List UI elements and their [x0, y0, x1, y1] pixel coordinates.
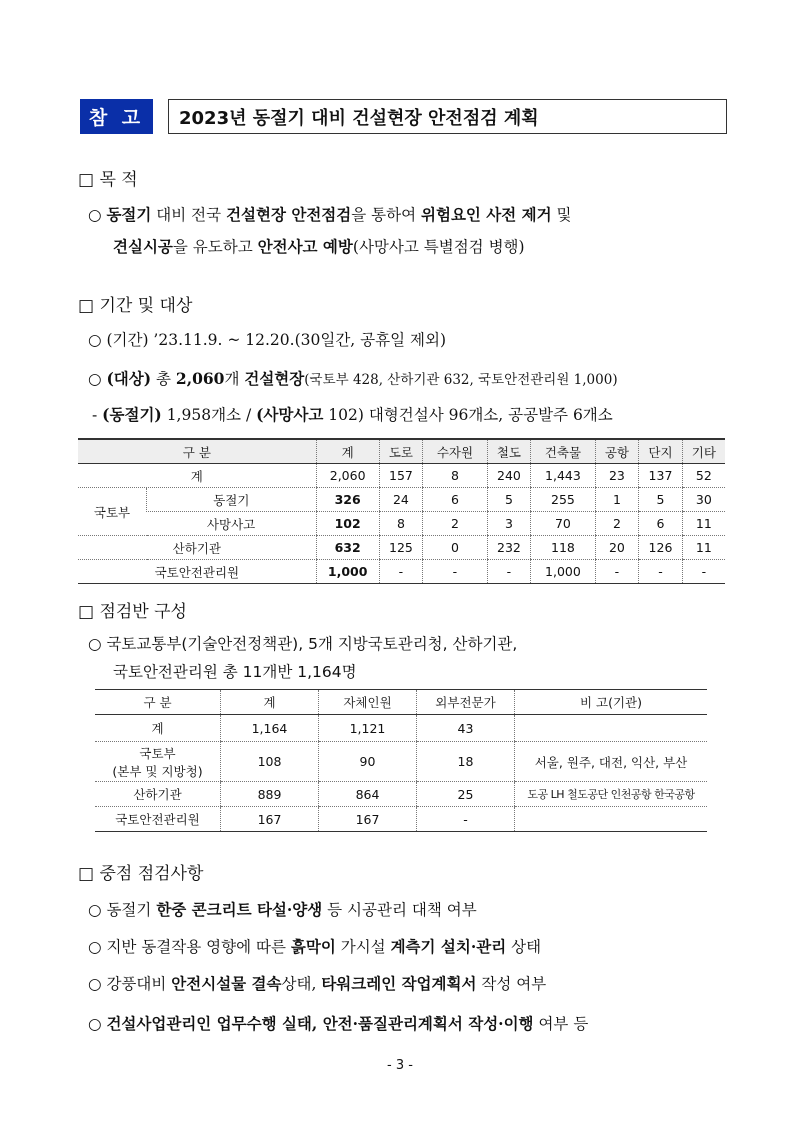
table-row-total: 계 1,164 1,121 43 [95, 715, 707, 742]
section-heading-purpose: □ 목 적 [78, 170, 138, 190]
table-row-fatal-accident: 사망사고 102 8 2 3 70 2 6 11 [78, 512, 725, 536]
section-heading-period-target: □ 기간 및 대상 [78, 296, 193, 316]
team-line-1: ○ 국토교통부(기술안전정책관), 5개 지방국토관리청, 산하기관, [88, 635, 518, 653]
purpose-line-1: ○ 동절기 대비 전국 건설현장 안전점검을 통하여 위험요인 사전 제거 및 [88, 205, 572, 224]
purpose-line-2: 견실시공을 유도하고 안전사고 예방(사망사고 특별점검 병행) [113, 237, 525, 256]
table-header-row: 구 분 계 자체인원 외부전문가 비 고(기관) [95, 690, 707, 715]
key-item-4: ○ 건설사업관리인 업무수행 실태, 안전·품질관리계획서 작성·이행 여부 등 [88, 1014, 589, 1033]
table-row-affiliates: 산하기관 889 864 25 도공 LH 철도공단 인천공항 한국공항 [95, 782, 707, 807]
key-item-2: ○ 지반 동결작용 영향에 따른 흙막이 가시설 계측기 설치·관리 상태 [88, 937, 542, 956]
table-row-kalis: 국토안전관리원 1,000 - - - 1,000 - - - [78, 560, 725, 584]
target-line: ○ (대상) 총 2,060개 건설현장(국토부 428, 산하기관 632, 국토안전관리원 1,000) [88, 369, 618, 388]
table-row-molit: 국토부 (본부 및 지방청) 108 90 18 서울, 원주, 대전, 익산, 부산 [95, 742, 707, 782]
page-number: - 3 - [387, 1058, 413, 1073]
team-line-2: 국토안전관리원 총 11개반 1,164명 [113, 663, 357, 681]
inspection-team-table [95, 689, 707, 832]
document-header [80, 99, 727, 134]
target-detail-line: - (동절기) 1,958개소 / (사망사고 102) 대형건설사 96개소, 공공발주 6개소 [92, 405, 613, 424]
inspection-target-table [78, 438, 725, 584]
section-heading-team: □ 점검반 구성 [78, 602, 187, 622]
table-row-affiliates: 산하기관 632 125 0 232 118 20 126 11 [78, 536, 725, 560]
document-title: 2023년 동절기 대비 건설현장 안전점검 계획 [168, 99, 727, 134]
section-heading-key-items: □ 중점 점검사항 [78, 864, 204, 884]
key-item-1: ○ 동절기 한중 콘크리트 타설·양생 등 시공관리 대책 여부 [88, 900, 477, 919]
table-row-kalis: 국토안전관리원 167 167 - [95, 807, 707, 832]
key-item-3: ○ 강풍대비 안전시설물 결속상태, 타워크레인 작업계획서 작성 여부 [88, 974, 547, 993]
reference-tag: 참 고 [80, 99, 153, 134]
table-row-winter: 국토부 동절기 326 24 6 5 255 1 5 30 [78, 488, 725, 512]
group-label-molit: 국토부 [78, 488, 147, 536]
table-row-total: 계 2,060 157 8 240 1,443 23 137 52 [78, 464, 725, 488]
period-line: ○ (기간) ’23.11.9. ~ 12.20.(30일간, 공휴일 제외) [88, 331, 446, 349]
table-header-row: 구 분 계 도로 수자원 철도 건축물 공항 단지 기타 [78, 439, 725, 464]
